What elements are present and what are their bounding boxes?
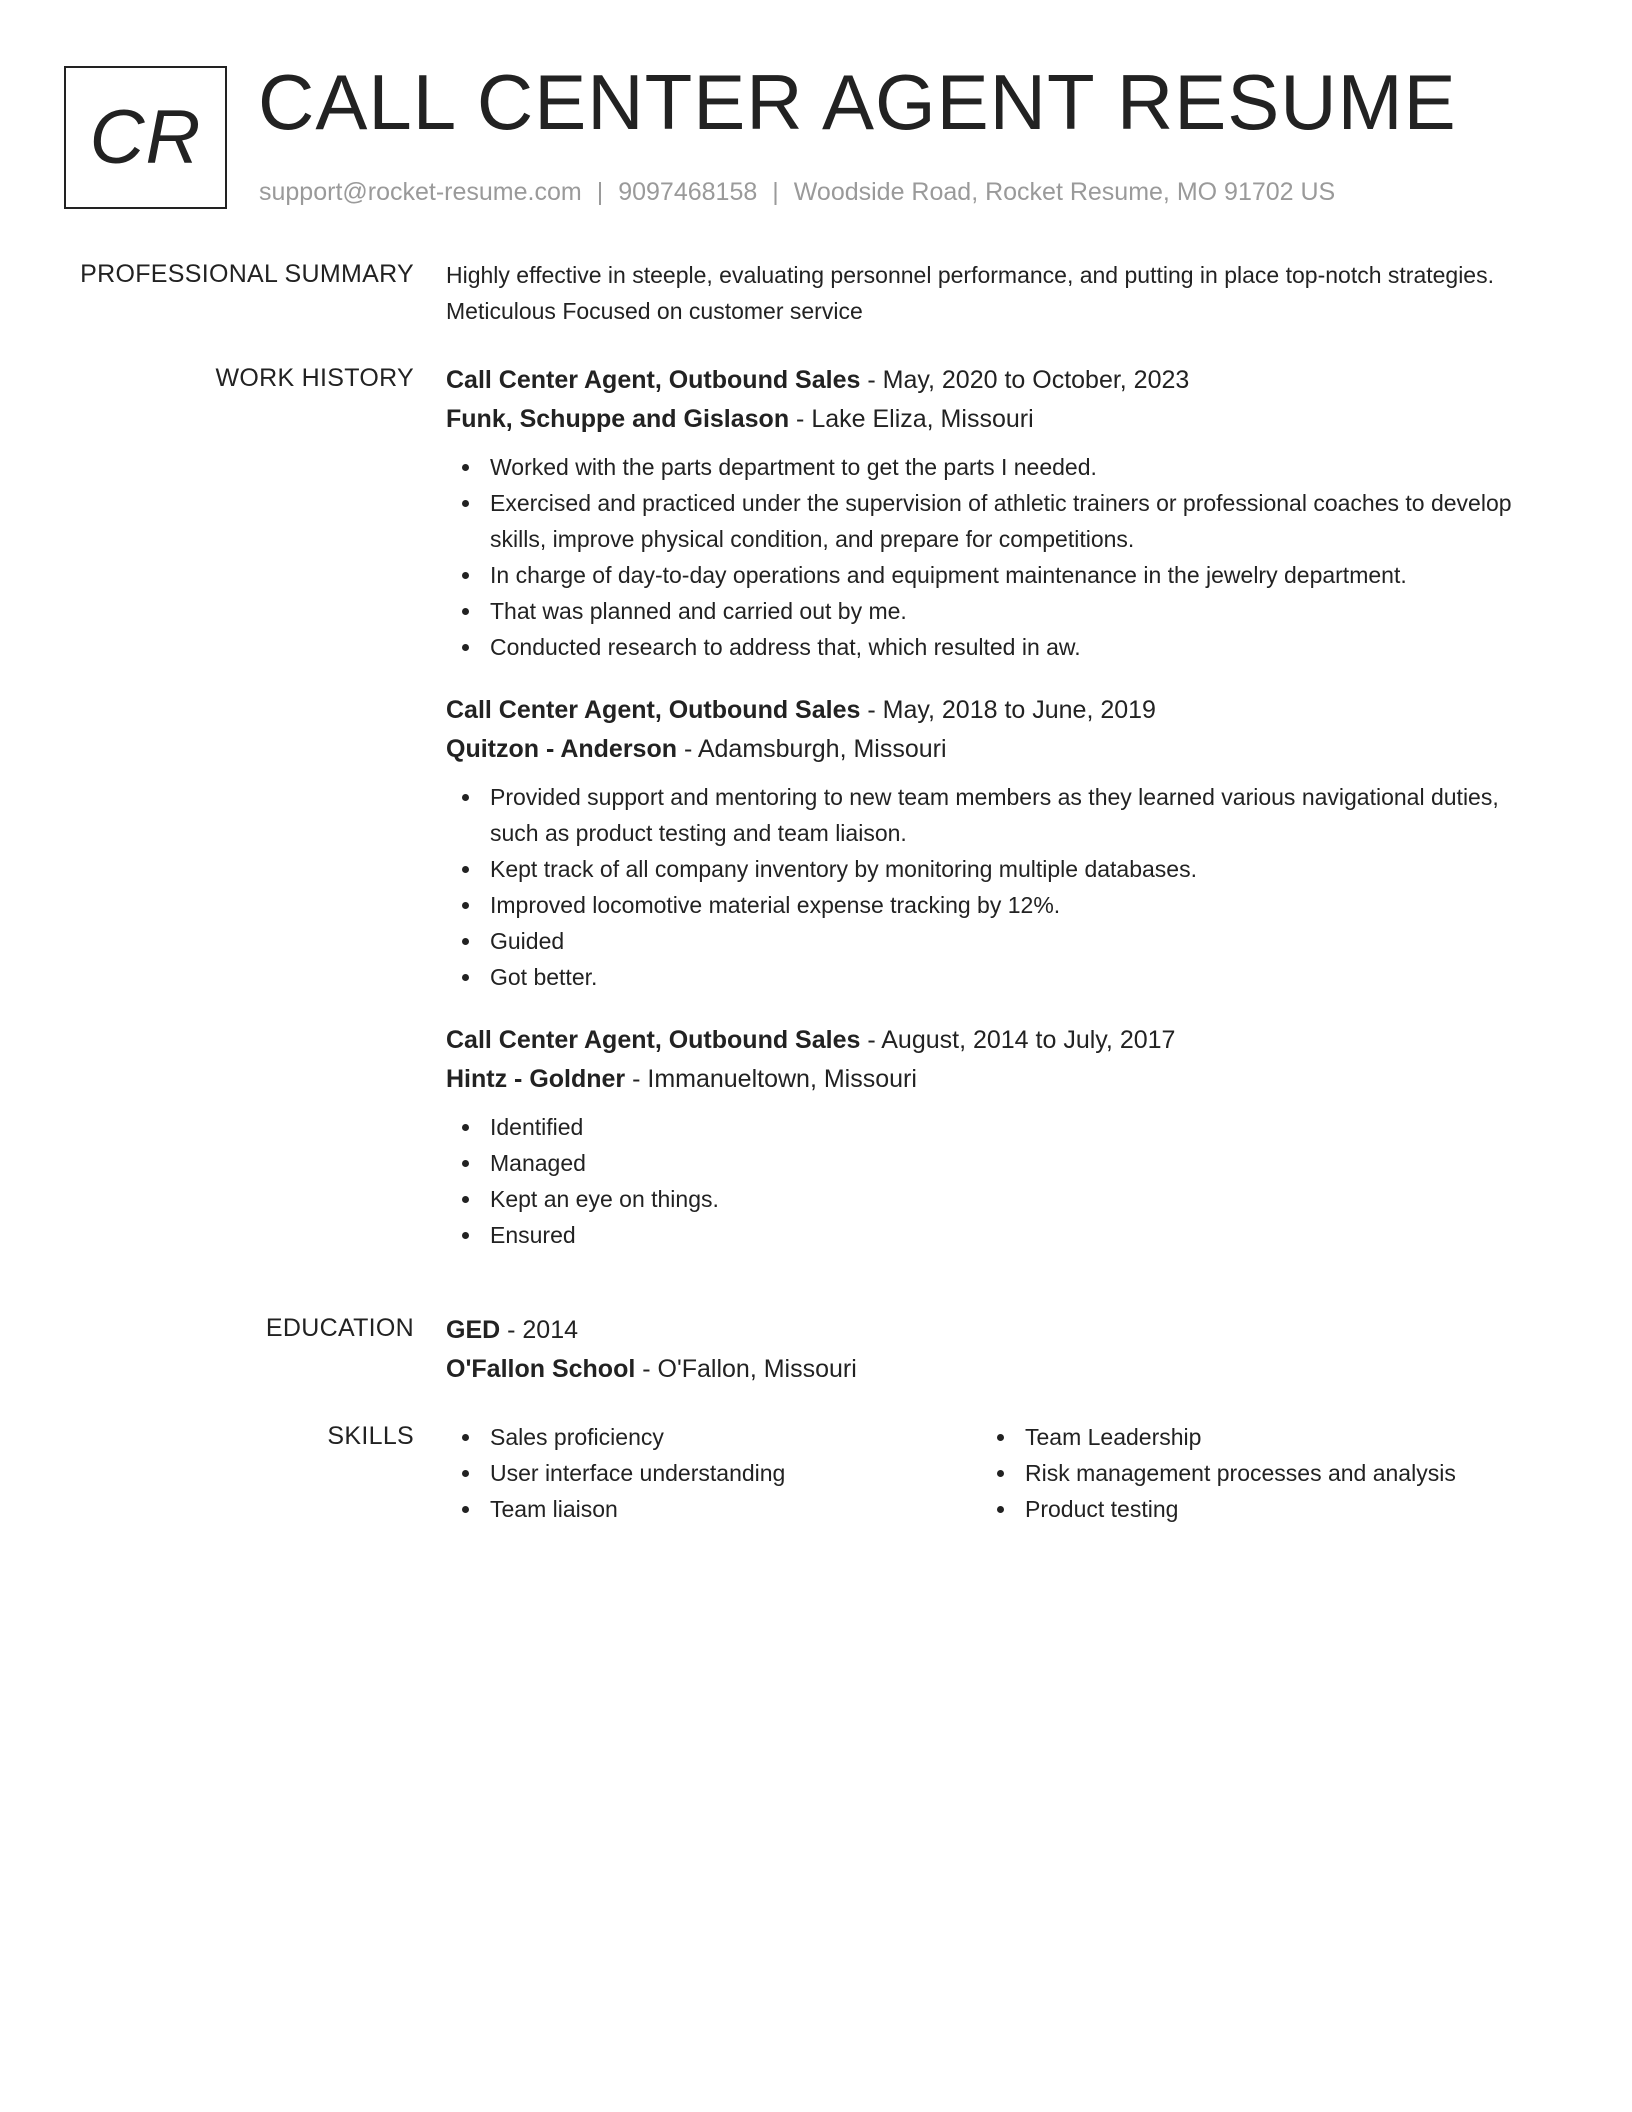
- job-title-line: [446, 361, 1516, 400]
- resume-title: CALL CENTER AGENT RESUME: [258, 58, 1457, 146]
- contact-separator: |: [596, 178, 604, 206]
- contact-line: [259, 176, 1335, 209]
- job-entry: [446, 361, 1516, 665]
- skill-item: User interface understanding: [446, 1455, 981, 1491]
- job-dates: - August, 2014 to July, 2017: [860, 1026, 1176, 1054]
- job-title-line: [446, 691, 1516, 730]
- list-item: Ensured: [446, 1217, 1516, 1253]
- job-location: - Lake Eliza, Missouri: [789, 405, 1034, 433]
- list-item: Got better.: [446, 959, 1516, 995]
- list-item: Guided: [446, 923, 1516, 959]
- contact-phone: 9097468158: [618, 178, 758, 206]
- job-company-line: [446, 1060, 1516, 1099]
- skills-column-left: [446, 1419, 981, 1527]
- list-item: Conducted research to address that, which resulted in aw.: [446, 629, 1516, 665]
- skills-label: SKILLS: [327, 1422, 414, 1450]
- list-item: Kept an eye on things.: [446, 1181, 1516, 1217]
- education-degree: GED: [446, 1316, 501, 1344]
- list-item: That was planned and carried out by me.: [446, 593, 1516, 629]
- skill-item: Product testing: [981, 1491, 1516, 1527]
- education-label: EDUCATION: [265, 1314, 414, 1342]
- summary-text: Highly effective in steeple, evaluating personnel performance, and putting in place top-notch strategies. Meticulous Focused on customer service: [446, 262, 1494, 324]
- education-body: [446, 1311, 1516, 1389]
- job-bullets: [446, 1109, 1516, 1253]
- list-item: Exercised and practiced under the supervision of athletic trainers or professional coaches to develop skills, improve physical condition, and prepare for competitions.: [446, 485, 1516, 557]
- summary-body: [446, 257, 1516, 329]
- skill-item: Risk management processes and analysis: [981, 1455, 1516, 1491]
- job-bullets: [446, 449, 1516, 665]
- work-history-label: WORK HISTORY: [215, 364, 414, 392]
- list-item: In charge of day-to-day operations and equipment maintenance in the jewelry department.: [446, 557, 1516, 593]
- job-company: Quitzon - Anderson: [446, 735, 677, 763]
- job-title: Call Center Agent, Outbound Sales: [446, 366, 861, 394]
- contact-email: support@rocket-resume.com: [259, 178, 582, 206]
- skill-item: Team Leadership: [981, 1419, 1516, 1455]
- skill-item: Sales proficiency: [446, 1419, 981, 1455]
- job-title: Call Center Agent, Outbound Sales: [446, 1026, 861, 1054]
- monogram-initials: CR: [89, 95, 202, 180]
- summary-label: PROFESSIONAL SUMMARY: [80, 260, 414, 288]
- skills-column-right: [981, 1419, 1516, 1527]
- list-item: Managed: [446, 1145, 1516, 1181]
- work-history-body: [446, 361, 1516, 1279]
- monogram-box: [64, 66, 227, 209]
- education-location: - O'Fallon, Missouri: [635, 1355, 857, 1383]
- contact-separator: |: [772, 178, 779, 206]
- job-location: - Immanueltown, Missouri: [625, 1065, 917, 1093]
- list-item: Identified: [446, 1109, 1516, 1145]
- list-item: Provided support and mentoring to new team members as they learned various navigational duties, such as product testing and team liaison.: [446, 779, 1516, 851]
- job-dates: - May, 2020 to October, 2023: [860, 366, 1190, 394]
- job-company: Hintz - Goldner: [446, 1065, 626, 1093]
- skills-list-left: [446, 1419, 981, 1527]
- list-item: Kept track of all company inventory by monitoring multiple databases.: [446, 851, 1516, 887]
- job-dates: - May, 2018 to June, 2019: [860, 696, 1156, 724]
- job-company-line: [446, 730, 1516, 769]
- contact-address: Woodside Road, Rocket Resume, MO 91702 US: [793, 178, 1336, 206]
- job-bullets: [446, 779, 1516, 995]
- job-company-line: [446, 400, 1516, 439]
- education-school: O'Fallon School: [446, 1355, 636, 1383]
- education-school-line: [446, 1350, 1516, 1389]
- skill-item: Team liaison: [446, 1491, 981, 1527]
- education-year: - 2014: [500, 1316, 579, 1344]
- job-company: Funk, Schuppe and Gislason: [446, 405, 790, 433]
- job-title: Call Center Agent, Outbound Sales: [446, 696, 861, 724]
- job-entry: [446, 1021, 1516, 1253]
- skills-columns: [446, 1419, 1516, 1527]
- job-location: - Adamsburgh, Missouri: [677, 735, 947, 763]
- list-item: Worked with the parts department to get the parts I needed.: [446, 449, 1516, 485]
- skills-list-right: [981, 1419, 1516, 1527]
- skills-body: [446, 1419, 1516, 1527]
- list-item: Improved locomotive material expense tracking by 12%.: [446, 887, 1516, 923]
- job-entry: [446, 691, 1516, 995]
- job-title-line: [446, 1021, 1516, 1060]
- education-degree-line: [446, 1311, 1516, 1350]
